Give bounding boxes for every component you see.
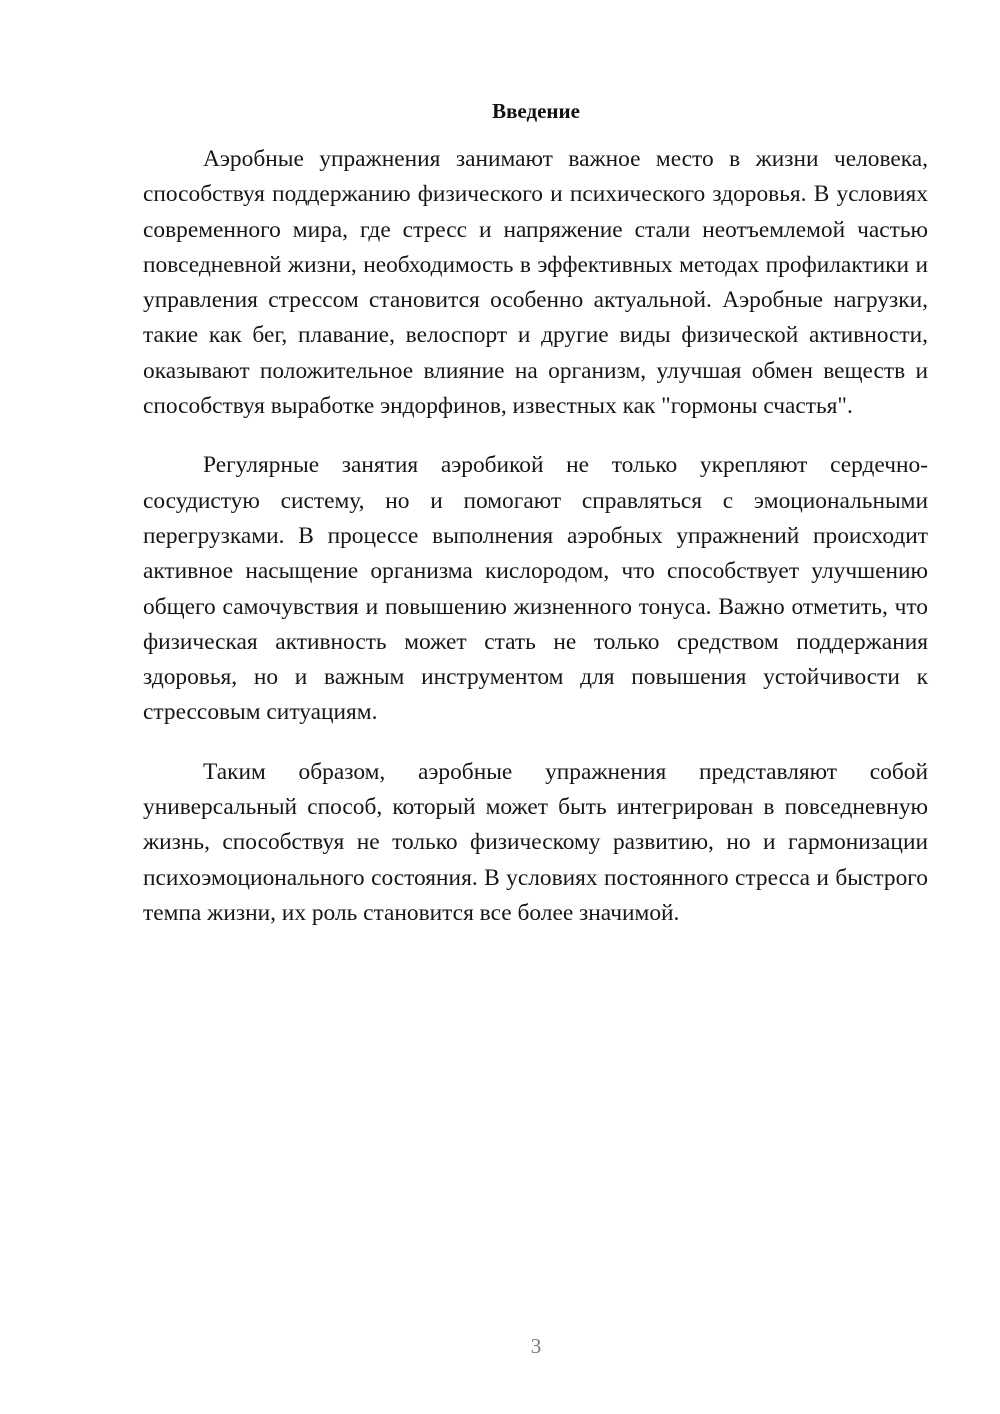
paragraph-3: Таким образом, аэробные упражнения представляют собой универсальный способ, который может быть интегрирован в повседневную жизнь, способствуя не только физическому развитию, но и гармонизации психоэмоционального состояния. В условиях постоянного стресса и быстрого темпа жизни, их роль становится все более значимой. [143, 758, 928, 926]
paragraph-1: Аэробные упражнения занимают важное место в жизни человека, способствуя поддержанию физического и психического здоровья. В условиях современного мира, где стресс и напряжение стали неотъемлемой частью повседневной жизни, необходимость в эффективных методах профилактики и управления стрессом становится особенно актуальной. Аэробные нагрузки, такие как бег, плавание, велоспорт и другие виды физической активности, оказывают положительное влияние на организм, улучшая обмен веществ и способствуя выработке эндорфинов, известных как "гормоны счастья". [143, 146, 928, 420]
section-heading: Введение [492, 99, 580, 123]
page-number: 3 [530, 1334, 542, 1358]
body-text [143, 142, 928, 955]
paragraph-2: Регулярные занятия аэробикой не только укрепляют сердечно-сосудистую систему, но и помогают справляться с эмоциональными перегрузками. В процессе выполнения аэробных упражнений происходит активное насыщение организма кислородом, что способствует улучшению общего самочувствия и повышению жизненного тонуса. Важно отметить, что физическая активность может стать не только средством поддержания здоровья, но и важным инструментом для повышения устойчивости к стрессовым ситуациям. [143, 452, 928, 726]
